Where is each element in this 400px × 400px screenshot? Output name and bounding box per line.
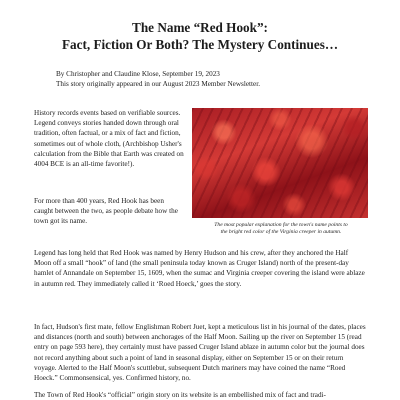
image-caption bbox=[196, 222, 366, 236]
article-title-line-1: The Name “Red Hook”: bbox=[132, 20, 268, 35]
paragraph-history-legend: History records events based on verifiable sources. Legend conveys stories handed down through oral tradition, often factual, or a mix of fact and fiction, sometimes out of whole cloth, (Archbishop Usher's calculation from the Bible that Earth was created on 4004 BCE is an all-time favorite!). bbox=[34, 109, 184, 169]
virginia-creeper-photo bbox=[192, 108, 368, 218]
newsletter-note: This story originally appeared in our August 2023 Member Newsletter. bbox=[56, 80, 261, 88]
image-caption-line-2: the bright red color of the Virginia creeper in autumn. bbox=[220, 229, 342, 235]
paragraph-origin-story: The Town of Red Hook's “official” origin story on its website is an embellished mix of fact and tradi- bbox=[34, 391, 326, 399]
article-title-line-2: Fact, Fiction Or Both? The Mystery Continues… bbox=[61, 37, 339, 52]
paragraph-debate: For more than 400 years, Red Hook has been caught between the two, as people debate how the town got its name. bbox=[34, 197, 178, 226]
paragraph-fact: In fact, Hudson's first mate, fellow Englishman Robert Juet, kept a meticulous list in his journal of the dates, places and distances (north and south) between anchorages of the Half Moon. Sailing up the river on September 15 (read entry on page 593 here), they certainly must have passed Cruger Island ablaze in autumn color but the journal does not record anything about such a point of land in seasonal display, either on September 15 or on their return voyage. Alerted to the Half Moon's scuttlebut, subsequent Dutch mariners may have coined the name “Roed Hoeck.” Commonsensical, yes. Confirmed history, no. bbox=[34, 323, 366, 383]
image-caption-line-1: The most popular explanation for the town's name points to bbox=[214, 222, 348, 228]
paragraph-legend: Legend has long held that Red Hook was named by Henry Hudson and his crew, after they anchored the Half Moon off a small “hook” of land (the small peninsula today known as Cruger Island) north of the present-day hamlet of Annandale on September 15, 1609, when the sumac and Virginia creeper covering the island were ablaze in autumn red. They immediately called it ‘Roed Hoeck,’ goes the story. bbox=[34, 249, 365, 288]
byline: By Christopher and Claudine Klose, September 19, 2023 bbox=[56, 70, 220, 78]
